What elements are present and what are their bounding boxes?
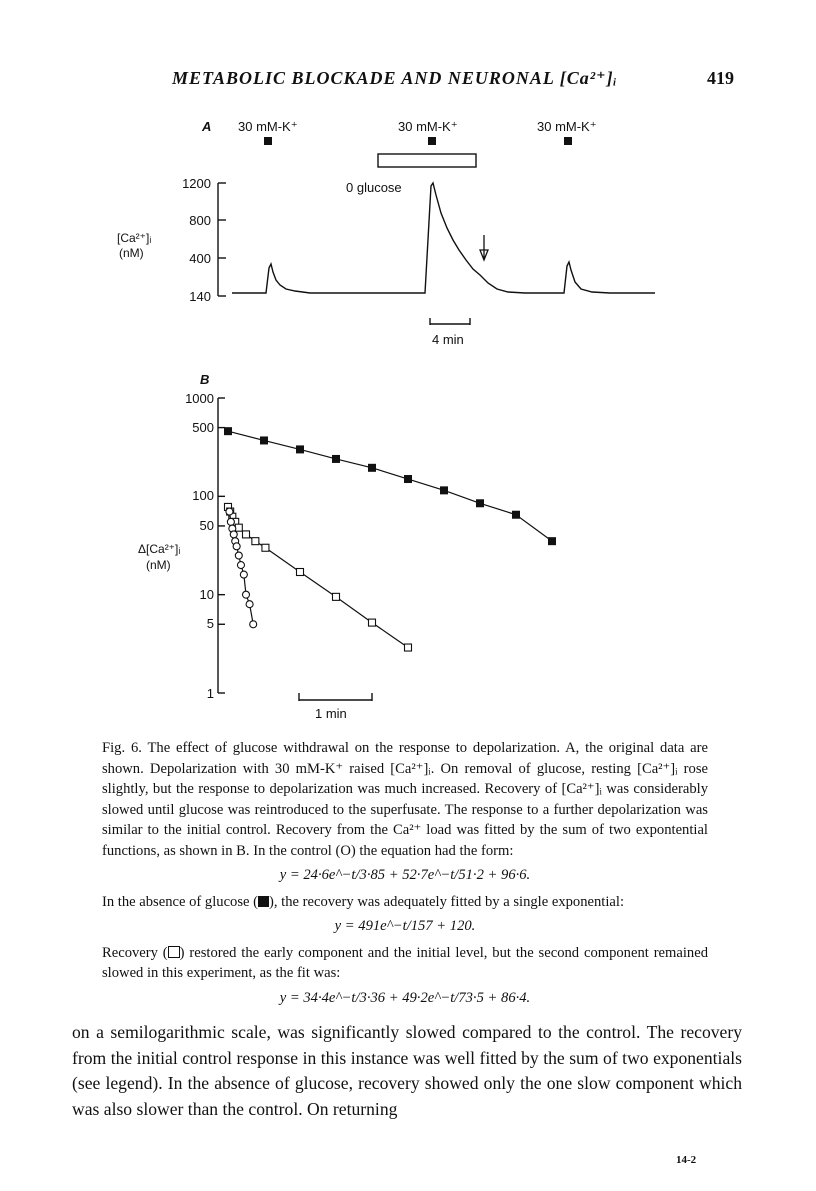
b-tick-10: 10 bbox=[199, 587, 214, 602]
data-point-filled-square bbox=[476, 499, 484, 507]
running-header: METABOLIC BLOCKADE AND NEURONAL [Ca²⁺]ᵢ bbox=[172, 68, 618, 88]
data-point-filled-square bbox=[404, 475, 412, 483]
data-point-open-square bbox=[297, 569, 304, 576]
caption-paragraph-3: Recovery ( ) restored the early component and the initial level, but the second component remained slowed in this experiment, as the fit was: bbox=[102, 944, 708, 981]
data-point-open-circle bbox=[240, 571, 247, 578]
data-point-open-square bbox=[252, 538, 259, 545]
stimulus-marker-3 bbox=[564, 137, 572, 145]
b-scale-bar-label: 1 min bbox=[315, 706, 347, 721]
panel-a bbox=[117, 119, 655, 347]
data-point-filled-square bbox=[332, 455, 340, 463]
a-scale-bar-label: 4 min bbox=[432, 332, 464, 347]
data-point-open-square bbox=[235, 524, 242, 531]
panel-b bbox=[138, 372, 556, 721]
data-point-open-circle bbox=[246, 601, 253, 608]
b-tick-5: 5 bbox=[206, 616, 214, 631]
a-y-label-2: (nM) bbox=[119, 246, 144, 260]
data-point-filled-square bbox=[260, 436, 268, 444]
data-point-open-circle bbox=[226, 508, 233, 515]
glucose-return-arrow bbox=[480, 235, 488, 260]
equation-control: y = 24·6e^−t/3·85 + 52·7e^−t/51·2 + 96·6. bbox=[279, 867, 531, 883]
a-tick-400: 400 bbox=[189, 251, 211, 266]
a-y-label-1: [Ca²⁺]ᵢ bbox=[117, 231, 152, 245]
page-number: 419 bbox=[707, 68, 734, 88]
body-paragraph: on a semilogarithmic scale, was significantly slowed compared to the control. The recovery from the initial control response in this instance was well fitted by the sum of two exponentials (see legend). In the absence of glucose, recovery showed only the one slow component which was also slower than the control. On returning bbox=[72, 1022, 742, 1119]
zero-glucose-bar bbox=[378, 154, 476, 167]
b-tick-1: 1 bbox=[206, 686, 214, 701]
data-point-filled-square bbox=[224, 427, 232, 435]
data-point-filled-square bbox=[440, 486, 448, 494]
a-tick-140: 140 bbox=[189, 289, 211, 304]
b-tick-50: 50 bbox=[199, 518, 214, 533]
calcium-trace bbox=[232, 183, 655, 293]
stimulus-marker-1 bbox=[264, 137, 272, 145]
data-point-filled-square bbox=[548, 537, 556, 545]
data-point-filled-square bbox=[368, 464, 376, 472]
data-point-open-circle bbox=[233, 543, 240, 550]
data-point-open-circle bbox=[227, 518, 234, 525]
data-point-open-square bbox=[262, 544, 269, 551]
data-point-open-square bbox=[243, 531, 250, 538]
b-tick-1000: 1000 bbox=[185, 391, 214, 406]
stimulus-label-1: 30 mM-K⁺ bbox=[238, 119, 298, 134]
data-point-open-circle bbox=[237, 562, 244, 569]
zero-glucose-label: 0 glucose bbox=[346, 180, 402, 195]
caption-paragraph-1: Fig. 6. The effect of glucose withdrawal on the response to depolarization. A, the original data are shown. Depolarization with 30 mM-K⁺ raised [Ca²⁺]ᵢ. On removal of glucose, resting [Ca²⁺]ᵢ rose slightly, but the response to depolarization was much increased. Recovery of [Ca²⁺]ᵢ was considerably slowed until glucose was reintroduced to the superfusate. The response to a further depolarization was similar to the initial control. Recovery from the Ca²⁺ load was fitted by the sum of two expontential functions, as shown in B. In the control (O) the equation had the form: bbox=[102, 740, 708, 859]
panel-a-label: A bbox=[202, 119, 212, 134]
stimulus-label-3: 30 mM-K⁺ bbox=[537, 119, 597, 134]
data-point-open-circle bbox=[235, 552, 242, 559]
data-point-filled-square bbox=[512, 511, 520, 519]
b-tick-100: 100 bbox=[192, 488, 214, 503]
equation-no-glucose: y = 491e^−t/157 + 120. bbox=[334, 918, 476, 934]
a-tick-800: 800 bbox=[189, 213, 211, 228]
open-square-symbol bbox=[168, 946, 180, 958]
caption-paragraph-2: In the absence of glucose ( ), the recovery was adequately fitted by a single exponential: bbox=[102, 893, 624, 910]
data-point-open-circle bbox=[243, 591, 250, 598]
figure-caption bbox=[102, 738, 708, 1014]
signature-mark: 14-2 bbox=[676, 1154, 697, 1166]
fit-line-filled-square bbox=[228, 431, 552, 541]
data-point-open-square bbox=[369, 619, 376, 626]
stimulus-marker-2 bbox=[428, 137, 436, 145]
data-point-open-circle bbox=[230, 531, 237, 538]
filled-square-symbol bbox=[258, 896, 269, 907]
b-tick-500: 500 bbox=[192, 420, 214, 435]
data-point-filled-square bbox=[296, 445, 304, 453]
data-point-open-circle bbox=[250, 621, 257, 628]
a-tick-1200: 1200 bbox=[182, 176, 211, 191]
stimulus-label-2: 30 mM-K⁺ bbox=[398, 119, 458, 134]
b-y-label-1: Δ[Ca²⁺]ᵢ bbox=[138, 542, 181, 556]
data-point-open-square bbox=[405, 644, 412, 651]
panel-b-label: B bbox=[200, 372, 210, 387]
equation-recovery: y = 34·4e^−t/3·36 + 49·2e^−t/73·5 + 86·4. bbox=[279, 989, 531, 1006]
b-y-label-2: (nM) bbox=[146, 558, 171, 572]
data-point-open-square bbox=[333, 593, 340, 600]
